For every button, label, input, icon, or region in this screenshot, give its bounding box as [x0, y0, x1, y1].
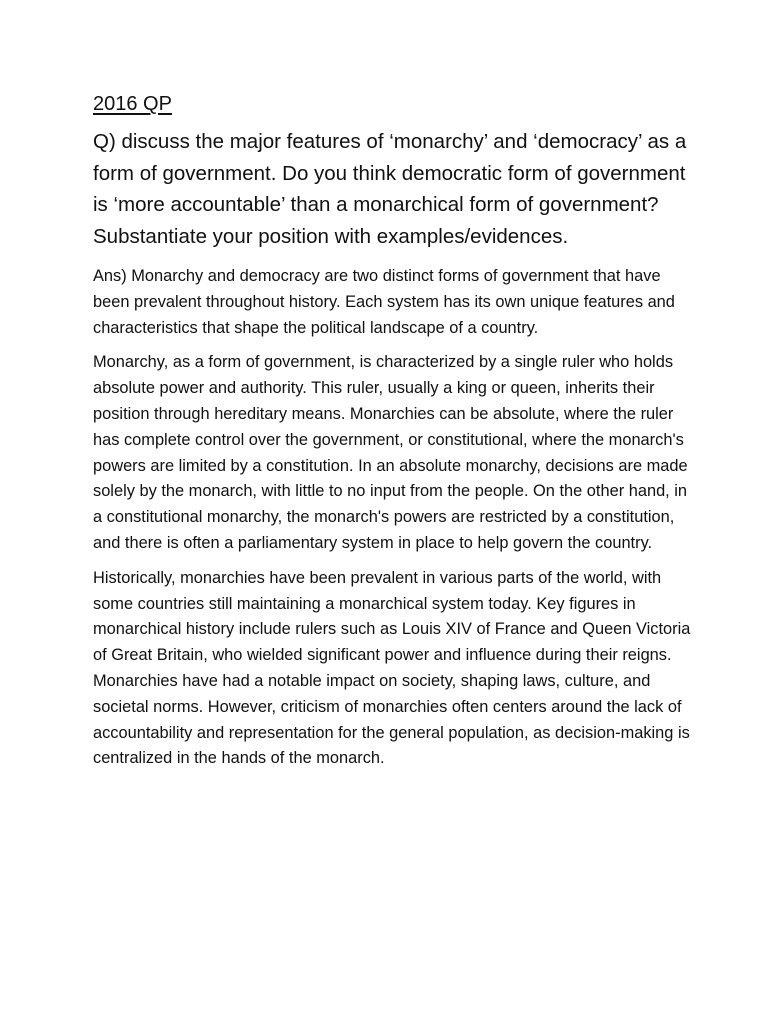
document-page [93, 90, 693, 781]
question-text: Q) discuss the major features of ‘monarchy’ and ‘democracy’ as a form of government. Do you think democratic form of government is ‘more accountable’ than a monarchical form of government? Substantiate your position with examples/evidences. [93, 130, 687, 248]
answer-paragraph-monarchy: Monarchy, as a form of government, is characterized by a single ruler who holds absolute power and authority. This ruler, usually a king or queen, inherits their position through hereditary means. Monarchies can be absolute, where the ruler has complete control over the government, or constitutional, where the monarch's powers are limited by a constitution. In an absolute monarchy, decisions are made solely by the monarch, with little to no input from the people. On the other hand, in a constitutional monarchy, the monarch's powers are restricted by a constitution, and there is often a parliamentary system in place to help govern the country. [93, 353, 688, 552]
answer-paragraph-history: Historically, monarchies have been prevalent in various parts of the world, with some countries still maintaining a monarchical system today. Key figures in monarchical history include rulers such as Louis XIV of France and Queen Victoria of Great Britain, who wielded significant power and influence during their reigns. Monarchies have had a notable impact on society, shaping laws, culture, and societal norms. However, criticism of monarchies often centers around the lack of accountability and representation for the general population, as decision-making is centralized in the hands of the monarch. [93, 568, 691, 768]
year-heading: 2016 QP [93, 93, 172, 115]
answer-paragraph-intro: Ans) Monarchy and democracy are two distinct forms of government that have been prevalent throughout history. Each system has its own unique features and characteristics that shape the political landscape of a country. [93, 267, 675, 337]
